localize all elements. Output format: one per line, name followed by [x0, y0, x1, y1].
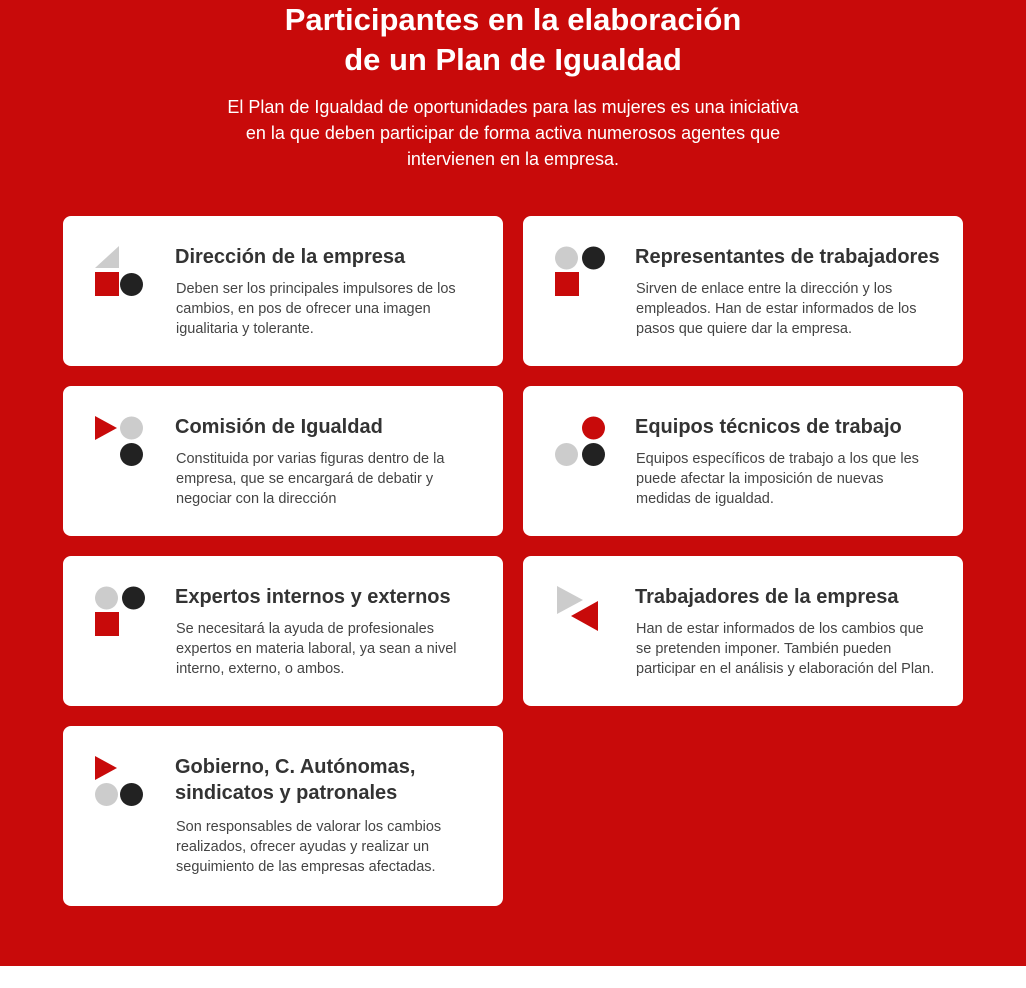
card-title: [635, 414, 955, 440]
card-description-line: Sirven de enlace entre la dirección y los: [636, 281, 893, 297]
card-title: [635, 584, 955, 610]
card-direccion: [63, 216, 503, 366]
card-description: [176, 279, 476, 339]
card-title-line: Equipos técnicos de trabajo: [635, 416, 902, 438]
card-description-line: Se necesitará la ayuda de profesionales: [176, 621, 434, 637]
card-description-line: participar en el análisis y elaboración del Plan.: [636, 661, 935, 677]
page-title: [0, 0, 1026, 80]
four-circles-icon: [551, 414, 607, 468]
card-title: [635, 244, 955, 270]
card-title-line: Representantes de trabajadores: [635, 246, 940, 268]
triangle-square-circle-icon: [91, 244, 147, 298]
play-circles-icon: [91, 414, 147, 468]
card-description-line: empleados. Han de estar informados de los: [636, 301, 917, 317]
card-title-line: Gobierno, C. Autónomas,: [175, 756, 416, 778]
card-title-line: sindicatos y patronales: [175, 782, 398, 804]
card-description-line: empresa, que se encargará de debatir y: [176, 471, 434, 487]
card-description: [176, 817, 476, 877]
card-title: [175, 584, 495, 610]
title-line-1: Participantes en la elaboración: [284, 2, 742, 37]
intro-line-3: intervienen en la empresa.: [406, 149, 620, 169]
card-title-line: Dirección de la empresa: [175, 246, 406, 268]
card-description-line: igualitaria y tolerante.: [176, 321, 314, 337]
card-description-line: realizados, ofrecer ayudas y realizar un: [176, 839, 430, 855]
card-title-line: Comisión de Igualdad: [175, 416, 383, 438]
card-representantes: [523, 216, 963, 366]
card-title-line: Expertos internos y externos: [175, 586, 451, 608]
card-title: [175, 414, 495, 440]
circles-square-alt-icon: [91, 584, 147, 638]
card-description-line: Han de estar informados de los cambios que: [636, 621, 924, 637]
card-description: [176, 619, 476, 679]
card-description-line: se pretenden imponer. También pueden: [636, 641, 892, 657]
card-description: [176, 449, 476, 509]
card-description-line: Equipos específicos de trabajo a los que les: [636, 451, 919, 467]
opposing-triangles-icon: [551, 584, 607, 638]
card-comision: [63, 386, 503, 536]
intro-text: [213, 94, 813, 172]
card-expertos: [63, 556, 503, 706]
card-description: [636, 449, 936, 509]
card-description-line: Deben ser los principales impulsores de los: [176, 281, 456, 297]
card-description-line: medidas de igualdad.: [636, 491, 774, 507]
card-description: [636, 619, 936, 679]
intro-line-2: en la que deben participar de forma activa numerosos agentes que: [245, 123, 781, 143]
card-description-line: puede afectar la imposición de nuevas: [636, 471, 884, 487]
card-description-line: expertos en materia laboral, ya sean a nivel: [176, 641, 457, 657]
card-title: [175, 754, 495, 806]
card-gobierno: [63, 726, 503, 906]
card-description-line: negociar con la dirección: [176, 491, 337, 507]
card-description-line: Son responsables de valorar los cambios: [176, 819, 442, 835]
play-two-circles-icon: [91, 754, 147, 808]
card-title: [175, 244, 495, 270]
card-description-line: seguimiento de las empresas afectadas.: [176, 859, 436, 875]
title-line-2: de un Plan de Igualdad: [344, 42, 682, 77]
card-description-line: pasos que quiere dar la empresa.: [636, 321, 853, 337]
card-description-line: Constituida por varias figuras dentro de la: [176, 451, 445, 467]
card-equipos: [523, 386, 963, 536]
circles-square-icon: [551, 244, 607, 298]
intro-line-1: El Plan de Igualdad de oportunidades para las mujeres es una iniciativa: [227, 97, 799, 117]
card-description: [636, 279, 936, 339]
card-description-line: cambios, en pos de ofrecer una imagen: [176, 301, 431, 317]
card-trabajadores: [523, 556, 963, 706]
card-title-line: Trabajadores de la empresa: [635, 586, 899, 608]
card-description-line: interno, externo, o ambos.: [176, 661, 345, 677]
